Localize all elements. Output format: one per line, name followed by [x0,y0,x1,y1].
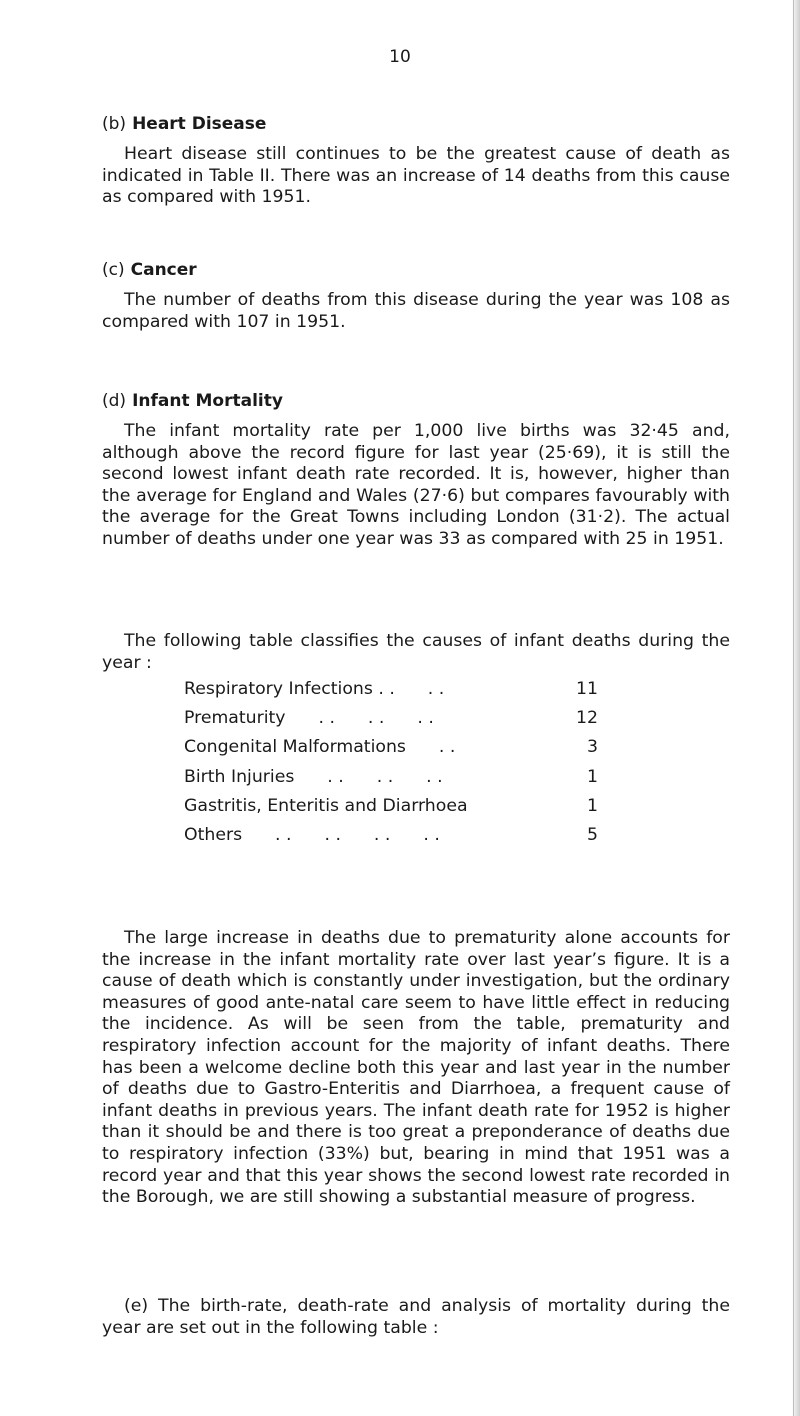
cause-label: Birth Injuries . . . . . . [184,766,443,787]
cause-label: Prematurity . . . . . . [184,708,434,729]
section-heading [102,113,730,135]
page-number: 10 [389,47,411,67]
section-heading [102,390,730,412]
infant-mortality-paragraph-block [102,421,730,551]
infant-death-causes-table [184,675,598,850]
page-edge-line [793,0,794,1416]
cause-count: 1 [587,795,598,816]
table-row [184,763,598,792]
section-title: Heart Disease [132,114,267,134]
cancer-paragraph: The number of deaths from this disease during the year was 108 as compared with 107 in 1951. [102,290,730,332]
table-row [184,792,598,821]
cause-label: Gastritis, Enteritis and Diarrhoea [184,795,468,816]
cancer-paragraph-block [102,290,730,333]
cause-count: 3 [587,737,598,758]
section-cancer [102,259,730,281]
section-letter: (d) [102,391,127,411]
table-row [184,821,598,850]
heart-disease-paragraph-block [102,144,730,209]
table-intro-block [102,631,730,674]
cause-count: 12 [576,708,598,729]
closing-paragraph: (e) The birth-rate, death-rate and analysis of mortality during the year are set out in the following table : [102,1296,730,1338]
cause-label: Others . . . . . . . . [184,824,440,845]
table-row [184,733,598,762]
section-heart-disease [102,113,730,135]
heart-disease-paragraph: Heart disease still continues to be the greatest cause of death as indicated in Table II. There was an increase of 14 deaths from this cause as compared with 1951. [102,144,730,208]
cause-label: Respiratory Infections . . . . [184,679,445,699]
cause-count: 11 [576,679,598,699]
section-title: Cancer [130,260,197,280]
section-title: Infant Mortality [132,391,283,411]
section-letter: (b) [102,114,127,134]
table-intro-paragraph: The following table classifies the causes of infant deaths during the year : [102,631,730,673]
cause-label: Congenital Malformations . . [184,737,456,758]
section-letter: (c) [102,260,125,280]
analysis-paragraph-block [102,928,730,1209]
cause-count: 1 [587,766,598,787]
section-infant-mortality [102,390,730,412]
section-heading [102,259,730,281]
cause-count: 5 [587,824,598,845]
closing-paragraph-block [102,1296,730,1339]
analysis-paragraph: The large increase in deaths due to prematurity alone accounts for the increase in the infant mortality rate over last year’s figure. It is a cause of death which is constantly under investigation, but the ordinary measures of good ante-natal care seem to have little effect in reducing the incidence. As will be seen from the table, prematurity and respiratory infection account for the majority of infant deaths. There has been a welcome decline both this year and last year in the number of deaths due to Gastro-Enteritis and Diarrhoea, a frequent cause of infant deaths in previous years. The infant death rate for 1952 is higher than it should be and there is too great a preponderance of deaths due to respiratory infection (33%) but, bearing in mind that 1951 was a record year and that this year shows the second lowest rate recorded in the Borough, we are still showing a substantial measure of progress. [102,928,730,1208]
table-row [184,704,598,733]
table-row [184,675,598,704]
infant-mortality-paragraph: The infant mortality rate per 1,000 live births was 32·45 and, although above the record figure for last year (25·69), it is still the second lowest infant death rate recorded. It is, however, higher than the average for England and Wales (27·6) but compares favourably with the average for the Great Towns including London (31·2). The actual number of deaths under one year was 33 as compared with 25 in 1951. [102,421,730,549]
